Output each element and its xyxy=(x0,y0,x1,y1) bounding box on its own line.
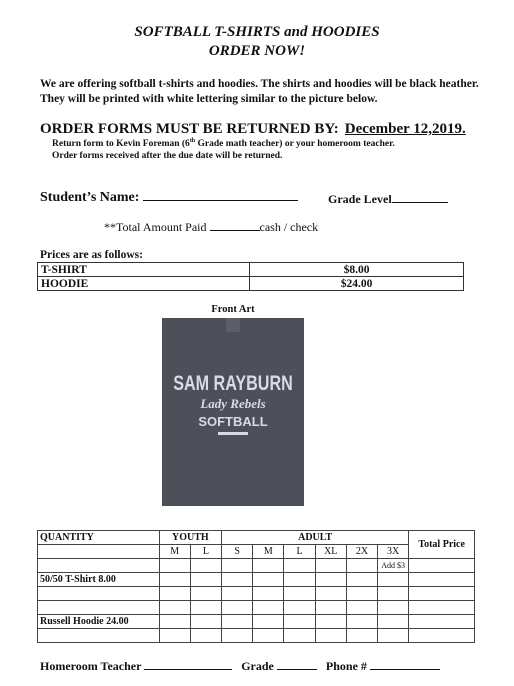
title-line-1: SOFTBALL T-SHIRTS and HOODIES xyxy=(134,24,380,40)
cell[interactable] xyxy=(222,629,253,643)
grade-level-label: Grade Level xyxy=(328,192,392,206)
cell[interactable] xyxy=(346,587,377,601)
cell[interactable] xyxy=(315,559,346,573)
shirt-art-line-1: SAM RAYBURN xyxy=(173,370,293,395)
cell[interactable] xyxy=(253,601,284,615)
shirt-art-line-2: Lady Rebels xyxy=(200,396,266,411)
cell[interactable] xyxy=(378,615,409,629)
cell[interactable] xyxy=(159,573,190,587)
cell[interactable] xyxy=(346,615,377,629)
cell[interactable] xyxy=(222,573,253,587)
price-value: $24.00 xyxy=(250,277,464,291)
grade-label: Grade xyxy=(241,659,274,673)
hoodie-row xyxy=(38,615,475,629)
cell[interactable] xyxy=(346,629,377,643)
shirt-fabric xyxy=(162,318,304,506)
size-adult-l: L xyxy=(284,545,315,559)
homeroom-field[interactable] xyxy=(144,658,232,670)
grade-field[interactable] xyxy=(277,658,317,670)
cell[interactable] xyxy=(190,587,221,601)
shirt-art-underline xyxy=(218,432,248,435)
size-youth-m: M xyxy=(159,545,190,559)
amount-paid-row xyxy=(104,219,318,235)
return-note-text-2: Grade math teacher) or your homeroom teacher. xyxy=(195,139,395,150)
price-row xyxy=(38,277,464,291)
tshirt-row-label: 50/50 T-Shirt 8.00 xyxy=(38,573,160,587)
cell[interactable] xyxy=(38,601,160,615)
total-price-header: Total Price xyxy=(409,531,475,559)
cell[interactable] xyxy=(315,573,346,587)
cell[interactable] xyxy=(38,629,160,643)
cell[interactable] xyxy=(284,587,315,601)
shirt-art-line-3: SOFTBALL xyxy=(198,414,268,429)
price-item: T-SHIRT xyxy=(38,263,250,277)
cell[interactable] xyxy=(159,559,190,573)
cell[interactable] xyxy=(409,629,475,643)
amount-paid-label: **Total Amount Paid xyxy=(104,220,207,234)
size-adult-xl: XL xyxy=(315,545,346,559)
order-header-row xyxy=(38,531,475,545)
note-row-blank xyxy=(38,559,160,573)
size-adult-3x: 3X xyxy=(378,545,409,559)
youth-header: YOUTH xyxy=(159,531,221,545)
cell[interactable] xyxy=(378,587,409,601)
cell[interactable] xyxy=(409,615,475,629)
cell[interactable] xyxy=(378,629,409,643)
cell[interactable] xyxy=(38,587,160,601)
return-note-text: Return form to Kevin Foreman (6 xyxy=(52,139,190,150)
deadline-label: ORDER FORMS MUST BE RETURNED BY: xyxy=(40,121,339,137)
cell[interactable] xyxy=(378,573,409,587)
cell[interactable] xyxy=(190,573,221,587)
footer-row xyxy=(40,658,440,674)
blank-row xyxy=(38,601,475,615)
return-note xyxy=(52,138,395,149)
cell[interactable] xyxy=(159,601,190,615)
tshirt-row xyxy=(38,573,475,587)
hoodie-row-label: Russell Hoodie 24.00 xyxy=(38,615,160,629)
shirt-photo xyxy=(162,318,304,506)
quantity-header: QUANTITY xyxy=(38,531,160,545)
grade-level-row xyxy=(328,191,448,207)
cell[interactable] xyxy=(409,601,475,615)
cell[interactable] xyxy=(315,601,346,615)
cell[interactable] xyxy=(409,573,475,587)
adult-header: ADULT xyxy=(222,531,409,545)
cell[interactable] xyxy=(253,559,284,573)
shirt-collar xyxy=(226,318,240,332)
order-table xyxy=(37,530,475,643)
price-row xyxy=(38,263,464,277)
cell[interactable] xyxy=(346,573,377,587)
cell[interactable] xyxy=(222,615,253,629)
front-art-label: Front Art xyxy=(211,304,255,315)
size-adult-s: S xyxy=(222,545,253,559)
size-youth-l: L xyxy=(190,545,221,559)
cell[interactable] xyxy=(190,629,221,643)
cell[interactable] xyxy=(409,559,475,573)
cell[interactable] xyxy=(222,587,253,601)
cell[interactable] xyxy=(346,601,377,615)
size-adult-m: M xyxy=(253,545,284,559)
shirt-graphic xyxy=(162,318,304,506)
cell[interactable] xyxy=(253,587,284,601)
cell[interactable] xyxy=(253,573,284,587)
price-value: $8.00 xyxy=(250,263,464,277)
size-adult-2x: 2X xyxy=(346,545,377,559)
cell[interactable] xyxy=(222,559,253,573)
cell[interactable] xyxy=(253,615,284,629)
cell[interactable] xyxy=(284,629,315,643)
cell[interactable] xyxy=(315,587,346,601)
deadline-date: December 12,2019. xyxy=(344,121,466,137)
cell[interactable] xyxy=(159,615,190,629)
payment-method: cash / check xyxy=(259,220,319,234)
student-name-label: Student’s Name: xyxy=(40,190,140,205)
note-row xyxy=(38,559,475,573)
blank-row xyxy=(38,629,475,643)
cell[interactable] xyxy=(284,615,315,629)
cell[interactable] xyxy=(159,587,190,601)
cell[interactable] xyxy=(378,601,409,615)
cell[interactable] xyxy=(190,601,221,615)
add-3-note: Add $3 xyxy=(378,559,409,573)
student-name-field[interactable] xyxy=(143,189,298,201)
amount-paid-field[interactable] xyxy=(210,219,260,231)
title-line-2: ORDER NOW! xyxy=(208,43,306,59)
intro-paragraph: We are offering softball t-shirts and hoodies. The shirts and hoodies will be black heather. They will be printed with white lettering similar to the picture below. xyxy=(40,78,479,105)
student-name-row xyxy=(40,189,298,206)
prices-label: Prices are as follows: xyxy=(40,249,143,261)
cell[interactable] xyxy=(190,559,221,573)
cell[interactable] xyxy=(284,601,315,615)
cell[interactable] xyxy=(222,601,253,615)
cell[interactable] xyxy=(284,559,315,573)
size-row-blank xyxy=(38,545,160,559)
blank-row xyxy=(38,587,475,601)
deadline-line xyxy=(40,121,466,138)
cell[interactable] xyxy=(346,559,377,573)
late-note: Order forms received after the due date will be returned. xyxy=(52,151,283,161)
homeroom-label: Homeroom Teacher xyxy=(40,659,142,673)
cell[interactable] xyxy=(159,629,190,643)
cell[interactable] xyxy=(315,615,346,629)
cell[interactable] xyxy=(315,629,346,643)
phone-label: Phone # xyxy=(325,659,367,673)
cell[interactable] xyxy=(409,587,475,601)
price-table xyxy=(37,262,464,291)
grade-level-field[interactable] xyxy=(392,191,448,203)
price-item: HOODIE xyxy=(38,277,250,291)
cell[interactable] xyxy=(284,573,315,587)
return-note-sup: th xyxy=(189,138,196,144)
cell[interactable] xyxy=(190,615,221,629)
phone-field[interactable] xyxy=(370,658,440,670)
cell[interactable] xyxy=(253,629,284,643)
